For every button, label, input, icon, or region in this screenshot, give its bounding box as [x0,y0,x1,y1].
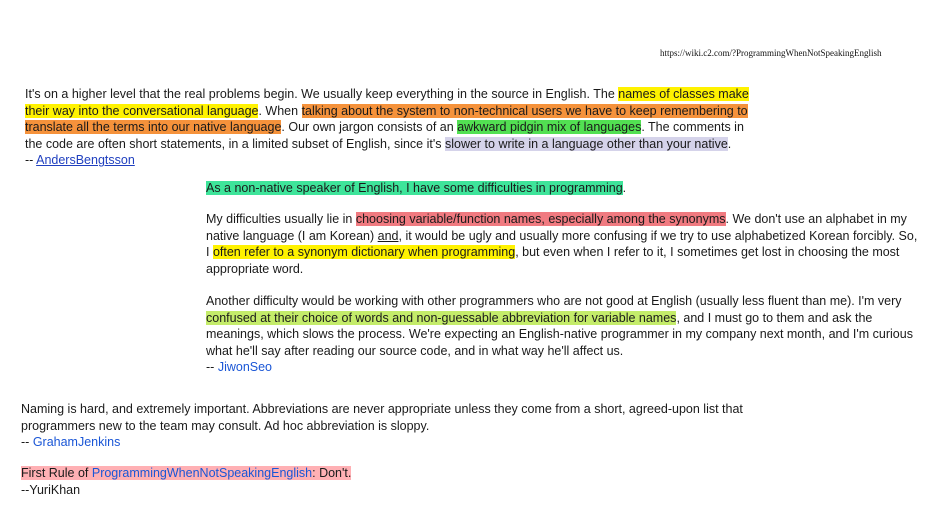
highlight-yellow: often refer to a synonym dictionary when programming [212,245,516,260]
text: Naming is hard, and extremely important. Abbreviations are never appropriate unless they come from a short, agreed-upon list that programmers new to the team may consult. Ad hoc abbreviation is sloppy. [21,402,743,433]
text: Another difficulty would be working with other programmers who are not good at English (usually less fluent than me). I'm very [206,294,902,308]
text: My difficulties usually lie in [206,212,356,226]
text: . We don't use an alphabet in my native language (I am Korean) [206,212,907,243]
highlight-green: awkward pidgin mix of languages [457,120,642,135]
quote-jiwon-p2 [206,293,921,376]
author-link-jiwon[interactable]: JiwonSeo [217,360,273,375]
signature-yuri: --YuriKhan [21,482,81,497]
author-link-anders[interactable]: AndersBengtsson [36,153,135,168]
signature-prefix: -- [206,360,218,375]
text: , but even when I refer to it, I sometimes get lost in choosing the most appropriate word. [206,245,900,276]
signature-prefix: -- [25,153,37,168]
highlight-orange: talking about the system to non-technical users we have to keep remembering to translate all the terms into our native language [25,103,748,135]
text: . Our own jargon consists of an [281,120,458,135]
source-url: https://wiki.c2.com/?ProgrammingWhenNotSpeakingEnglish [660,48,882,58]
highlight-pink [21,466,351,480]
text: it would be ugly and usually more confusing if we try to use alphabetized Korean forcibly. So, I [206,228,918,260]
text: First Rule of [21,466,92,480]
quote-jiwon-intro [206,180,921,197]
author-link-graham[interactable]: GrahamJenkins [32,435,121,450]
text: It's on a higher level that the real problems begin. We usually keep everything in the source in English. The [25,87,619,101]
highlight-red: choosing variable/function names, especially among the synonyms [355,212,726,226]
page-link[interactable]: ProgrammingWhenNotSpeakingEnglish [91,466,313,480]
underlined-word: and, [377,228,402,243]
highlight-yellow: names of classes make their way into the conversational language [25,87,749,118]
signature-prefix: -- [21,435,33,450]
highlight-lime: confused at their choice of words and non-guessable abbreviation for variable names [206,310,677,325]
quote-anders [25,86,760,169]
text: . When [258,103,302,118]
text: . The comments in the code are often short statements, in a limited subset of English, since it's [25,120,744,151]
highlight-mint: As a non-native speaker of English, I have some difficulties in programming [206,181,623,195]
text: . [727,136,732,151]
quote-jiwon-p1 [206,211,921,277]
quote-yuri [21,465,756,498]
highlight-lavender: slower to write in a language other than your native [444,136,728,151]
text: : Don't. [312,466,352,480]
quote-graham [21,401,756,451]
text: , and I must go to them and ask the meanings, which slows the process. We're expecting an English-native programmer in my company next month, and I'm curious what he'll say after reading our source code, and in what way he'll affect us. [206,310,913,358]
text: . [622,181,627,195]
